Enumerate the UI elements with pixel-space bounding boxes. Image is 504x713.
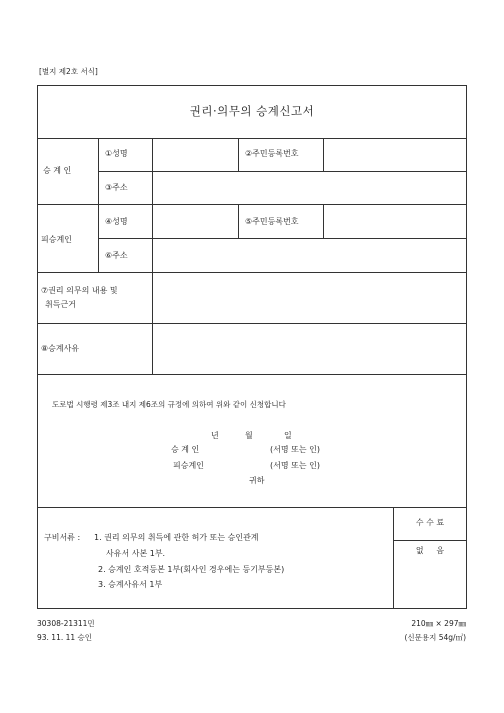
statement-text: 도로법 시행령 제3조 내지 제6조의 규정에 의하여 위와 같이 신청합니다 — [52, 400, 286, 409]
date-month: 월 — [245, 431, 253, 440]
footer-size: 210㎜ × 297㎜ — [411, 619, 466, 628]
transferee-id-label: ⑤주민등록번호 — [245, 217, 299, 226]
transferor-id-label: ②주민등록번호 — [245, 149, 299, 158]
rights-field[interactable] — [153, 273, 466, 323]
rights-label-line2: 취득근거 — [45, 300, 76, 309]
transferee-name-label: ④성명 — [105, 217, 128, 226]
fee-value: 없 음 — [415, 546, 445, 555]
sign-transferor-label: 승 계 인 — [171, 445, 200, 454]
transferee-label: 피승계인 — [41, 235, 72, 244]
reason-label: ⑧승계사유 — [41, 344, 80, 353]
date-year: 년 — [211, 431, 219, 440]
form-title: 권리·의무의 승계신고서 — [189, 104, 315, 118]
reason-field[interactable] — [153, 324, 466, 374]
transferor-name-label: ①성명 — [105, 149, 128, 158]
sign-transferee-label: 피승계인 — [173, 461, 204, 470]
transferee-id-field[interactable] — [324, 205, 466, 238]
form-label: [별지 제2호 서식] — [39, 67, 98, 76]
fee-label: 수 수 료 — [415, 518, 445, 527]
transferor-label: 승 계 인 — [43, 166, 72, 175]
documents-item1-line2: 사유서 사본 1부. — [106, 549, 166, 558]
transferee-address-field[interactable] — [153, 239, 466, 272]
documents-item2: 2. 승계인 호적등본 1부(회사인 경우에는 등기부등본) — [98, 565, 285, 574]
sign-transferee-note: (서명 또는 인) — [270, 461, 320, 470]
documents-item3: 3. 승계사유서 1부 — [98, 580, 163, 589]
transferor-address-label: ③주소 — [105, 183, 128, 192]
transferor-id-field[interactable] — [324, 139, 466, 171]
documents-heading: 구비서류 : — [44, 533, 81, 542]
date-day: 일 — [284, 431, 292, 440]
transferor-address-field[interactable] — [153, 172, 466, 204]
transferor-name-field[interactable] — [153, 139, 238, 171]
transferee-address-label: ⑥주소 — [105, 251, 128, 260]
footer-code: 30308-21311민 — [37, 619, 95, 628]
documents-item1-line1: 1. 권리 의무의 취득에 관한 허가 또는 승인관계 — [94, 533, 259, 542]
sign-transferor-note: (서명 또는 인) — [270, 445, 320, 454]
transferee-name-field[interactable] — [153, 205, 238, 238]
rights-label-line1: ⑦권리 의무의 내용 및 — [41, 286, 118, 295]
addressee: 귀하 — [249, 476, 265, 485]
footer-approval: 93. 11. 11 승인 — [37, 633, 93, 642]
footer-paper: (신문용지 54g/㎡) — [404, 633, 466, 642]
